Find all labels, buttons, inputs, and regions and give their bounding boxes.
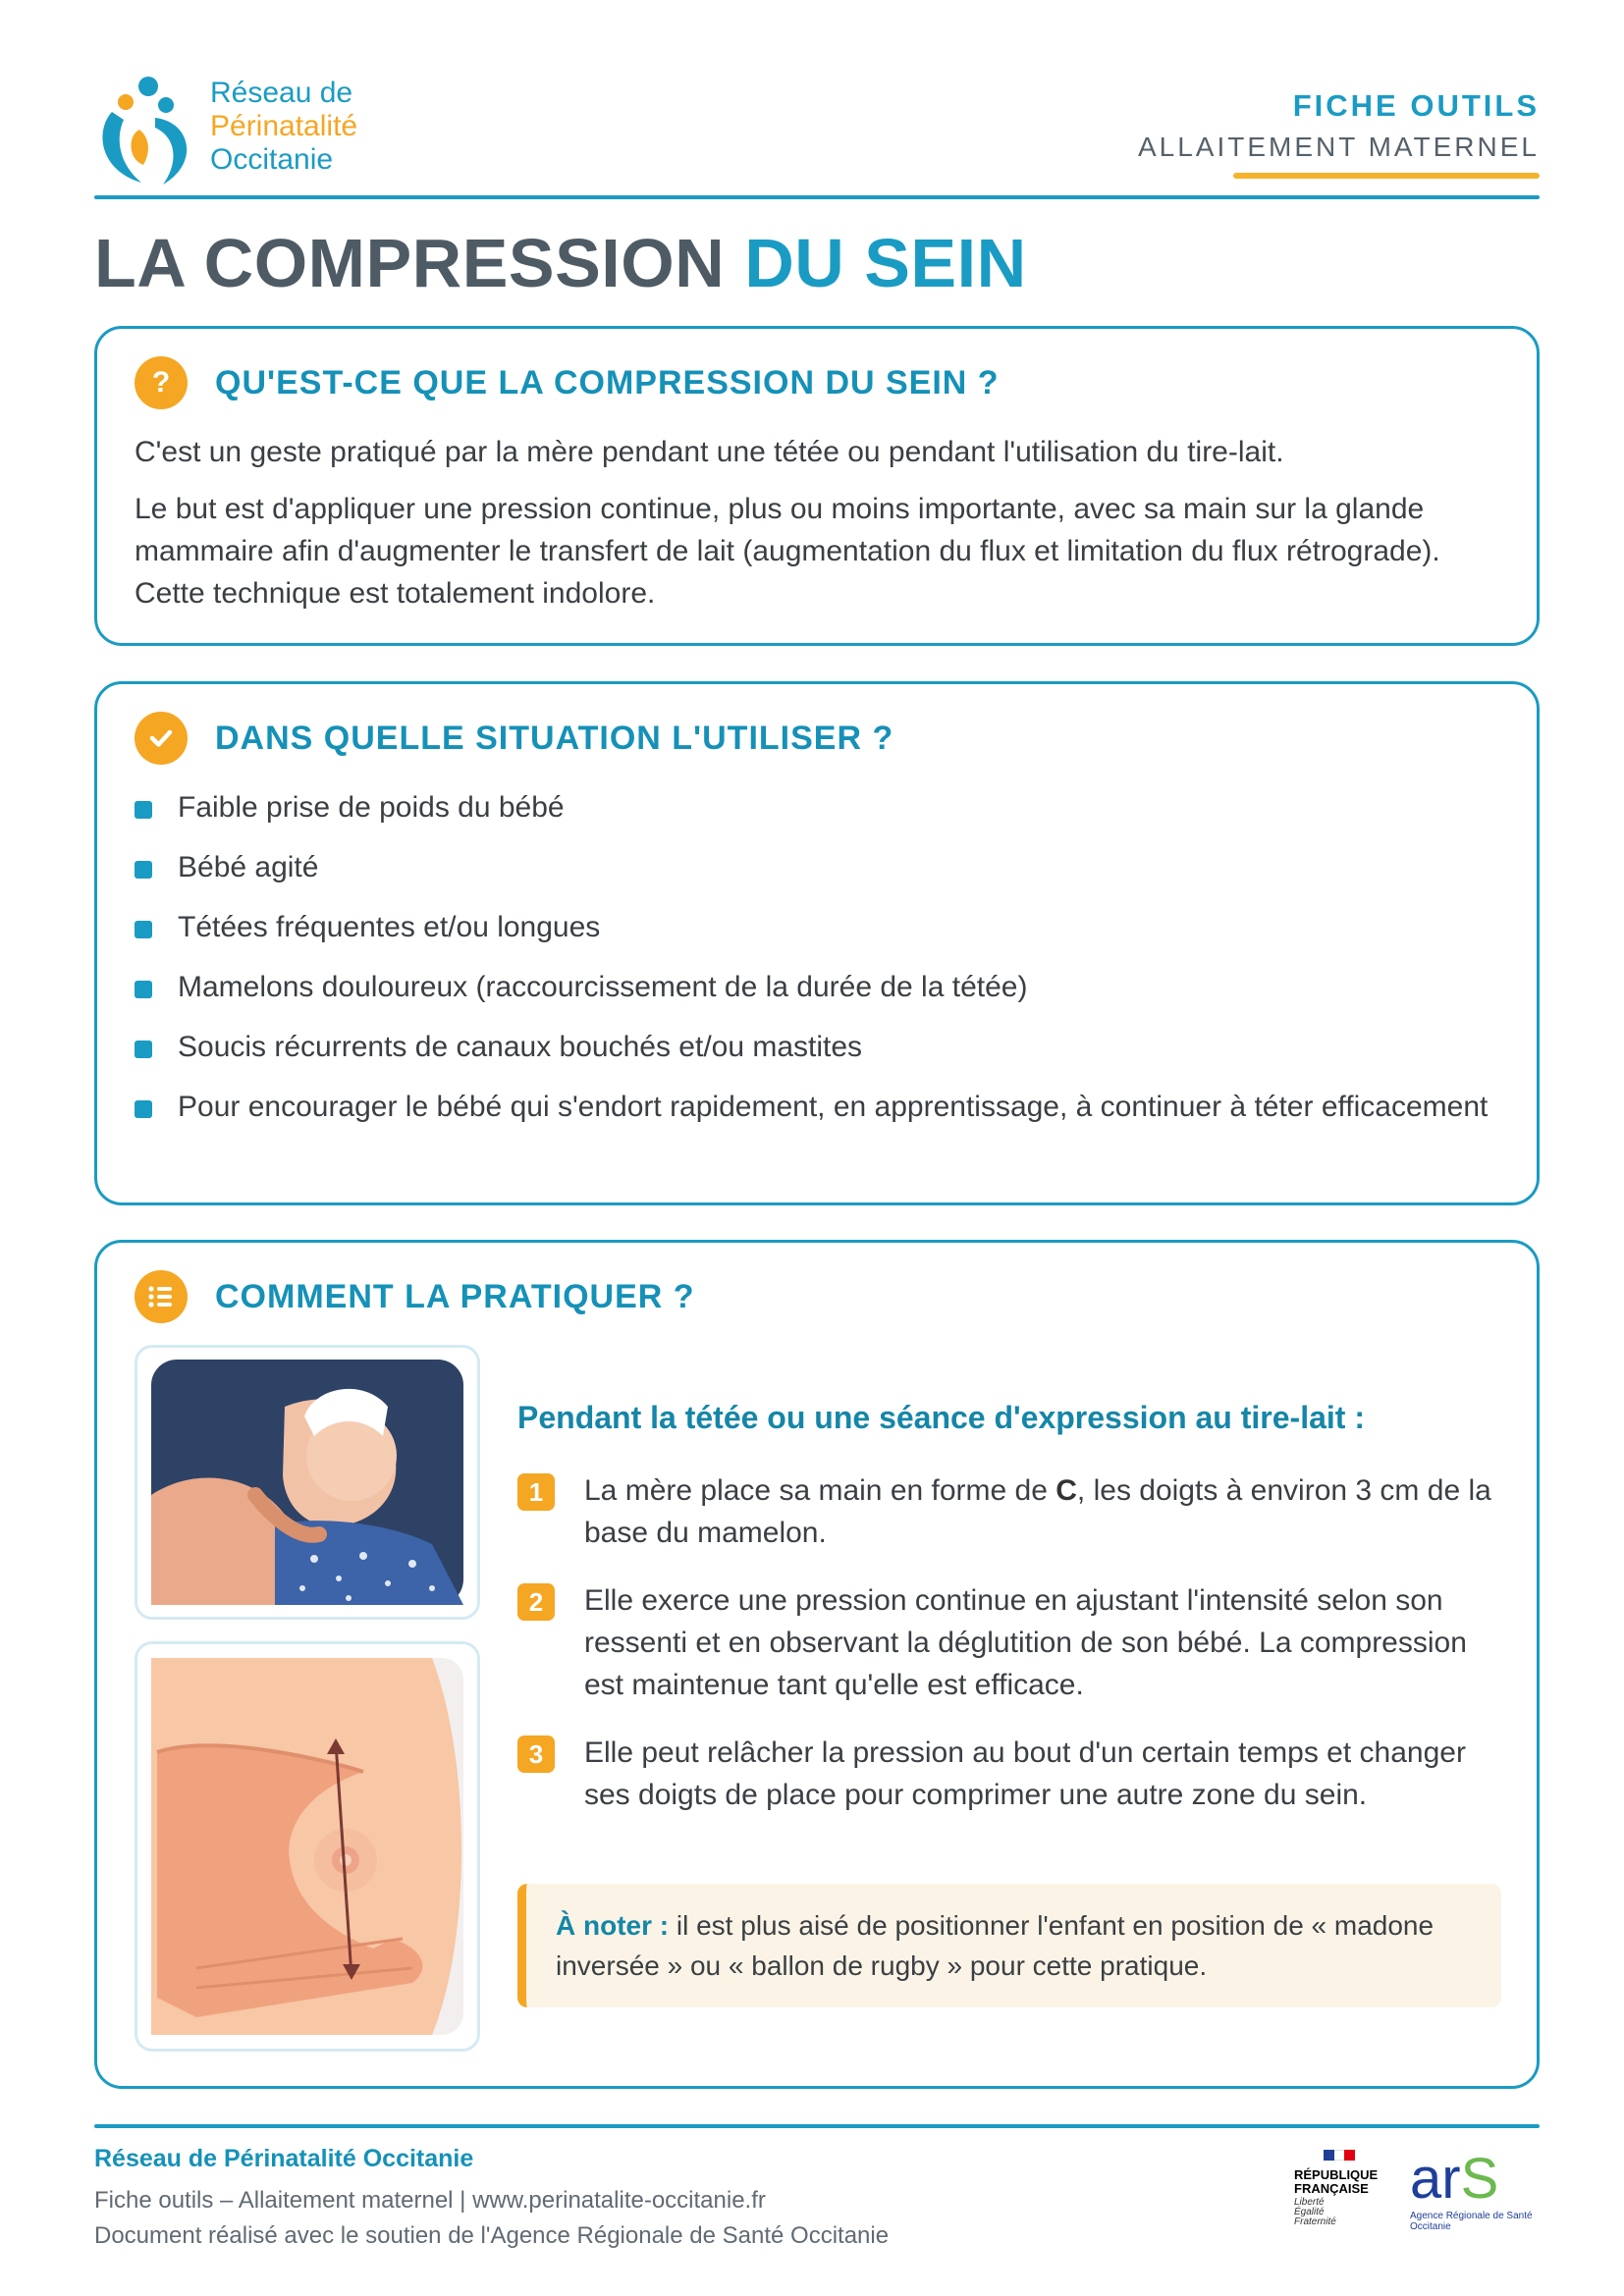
rf-title-line: FRANÇAISE (1294, 2181, 1369, 2196)
definition-card (94, 326, 1540, 646)
fiche-label (1138, 88, 1540, 163)
note-box (517, 1884, 1501, 2007)
bullet-square-icon (135, 921, 152, 938)
list-item (135, 846, 1509, 888)
logo-line-3: Occitanie (210, 143, 334, 176)
ars-word-s: S (1460, 2147, 1499, 2211)
note-text: il est plus aisé de positionner l'enfant en position de « madone inversée » ou « ballon de rugby » pour cette pratique. (556, 1910, 1435, 1981)
step-text: Elle peut relâcher la pression au bout d'un certain temps et changer ses doigts de place pour comprimer une autre zone du sein. (584, 1736, 1466, 1811)
situations-card (94, 681, 1540, 1205)
ars-logo (1410, 2147, 1543, 2238)
fiche-title: FICHE OUTILS (1292, 88, 1540, 123)
list-item-text: Pour encourager le bébé qui s'endort rapidement, en apprentissage, à continuer à téter efficacement (178, 1091, 1489, 1123)
fiche-underline (1233, 173, 1540, 179)
definition-body (135, 431, 1509, 629)
title-part-2: DU SEIN (744, 225, 1027, 301)
footer-divider (94, 2124, 1540, 2128)
list-item (135, 786, 1509, 828)
step-text-part: , les doigts à environ 3 cm de la base du mamelon. (584, 1474, 1491, 1549)
list-item-text: Bébé agité (178, 851, 319, 883)
step-text: Elle exerce une pression continue en ajustant l'intensité selon son ressenti et en observant la déglutition de son bébé. La compression est maintenue tant qu'elle est efficace. (584, 1584, 1467, 1701)
step-text-bold: C (1056, 1474, 1077, 1507)
check-icon (135, 712, 188, 765)
list-item (135, 1086, 1509, 1128)
situations-list (135, 786, 1509, 1146)
definition-paragraph: C'est un geste pratiqué par la mère pendant une tétée ou pendant l'utilisation du tire-lait. (135, 436, 1284, 468)
footer-info (94, 2145, 889, 2254)
step-text (584, 1474, 1491, 1549)
ars-word-main: ar (1410, 2147, 1461, 2211)
technique-card (94, 1240, 1540, 2089)
list-item-text: Faible prise de poids du bébé (178, 791, 565, 824)
title-part-1: LA COMPRESSION (94, 225, 726, 301)
footer-line-3: Document réalisé avec le soutien de l'Agence Régionale de Santé Occitanie (94, 2222, 890, 2249)
hand-compression-illustration (135, 1641, 480, 2052)
breastfeeding-illustration (135, 1345, 480, 1620)
step-item (517, 1732, 1509, 1816)
step-text-part: La mère place sa main en forme de (584, 1474, 1056, 1507)
definition-paragraph: Le but est d'appliquer une pression continue, plus ou moins importante, avec sa main sur la glande mammaire afin d'augmenter le transfert de lait (augmentation du flux et limitation du flux rétrograde). Cette technique est totalement indolore. (135, 493, 1440, 610)
logo-line-2: Périnatalité (210, 110, 358, 142)
list-item (135, 966, 1509, 1008)
steps-subheading: Pendant la tétée ou une séance d'expression au tire-lait : (517, 1400, 1365, 1435)
footer-org: Réseau de Périnatalité Occitanie (94, 2145, 474, 2172)
question-icon: ? (135, 356, 188, 409)
bullet-square-icon (135, 1100, 152, 1118)
step-item (517, 1469, 1509, 1554)
logo-mark-icon (94, 73, 202, 188)
logo-text (210, 77, 357, 177)
situations-heading: DANS QUELLE SITUATION L'UTILISER ? (215, 719, 894, 757)
definition-card-header (135, 356, 1000, 409)
step-number-badge: 2 (517, 1583, 555, 1621)
header-divider (94, 195, 1540, 199)
french-flag-icon (1324, 2150, 1355, 2161)
rf-motto-line: Égalité (1294, 2207, 1325, 2217)
list-icon (135, 1270, 188, 1323)
technique-card-header (135, 1270, 695, 1323)
rf-title (1294, 2168, 1392, 2196)
step-number-badge: 1 (517, 1473, 555, 1511)
bullet-square-icon (135, 1041, 152, 1058)
logo-line-1: Réseau de (210, 77, 353, 109)
bullet-square-icon (135, 861, 152, 879)
rf-motto (1294, 2198, 1392, 2227)
bullet-square-icon (135, 801, 152, 819)
bullet-square-icon (135, 981, 152, 998)
situations-card-header (135, 712, 893, 765)
page-title (94, 224, 1027, 302)
step-number-badge: 3 (517, 1735, 555, 1773)
fiche-subtitle: ALLAITEMENT MATERNEL (1137, 132, 1540, 162)
note-label: À noter : (556, 1910, 670, 1941)
technique-steps (517, 1400, 1509, 1842)
ars-wordmark (1410, 2147, 1543, 2211)
step-item (517, 1579, 1509, 1706)
definition-heading: QU'EST-CE QUE LA COMPRESSION DU SEIN ? (215, 363, 1000, 401)
network-logo (94, 69, 408, 187)
list-item (135, 906, 1509, 948)
list-item-text: Mamelons douloureux (raccourcissement de la durée de la tétée) (178, 971, 1028, 1003)
rf-motto-line: Fraternité (1294, 2216, 1336, 2227)
footer-line-2: Fiche outils – Allaitement maternel | www.perinatalite-occitanie.fr (94, 2187, 766, 2214)
rf-motto-line: Liberté (1294, 2197, 1325, 2208)
ars-caption: Agence Régionale de Santé Occitanie (1410, 2211, 1533, 2232)
list-item-text: Tétées fréquentes et/ou longues (178, 911, 601, 943)
list-item-text: Soucis récurrents de canaux bouchés et/ou mastites (178, 1031, 863, 1063)
rf-title-line: RÉPUBLIQUE (1294, 2167, 1379, 2182)
republique-francaise-logo (1294, 2150, 1392, 2248)
technique-heading: COMMENT LA PRATIQUER ? (215, 1277, 695, 1315)
list-item (135, 1026, 1509, 1068)
